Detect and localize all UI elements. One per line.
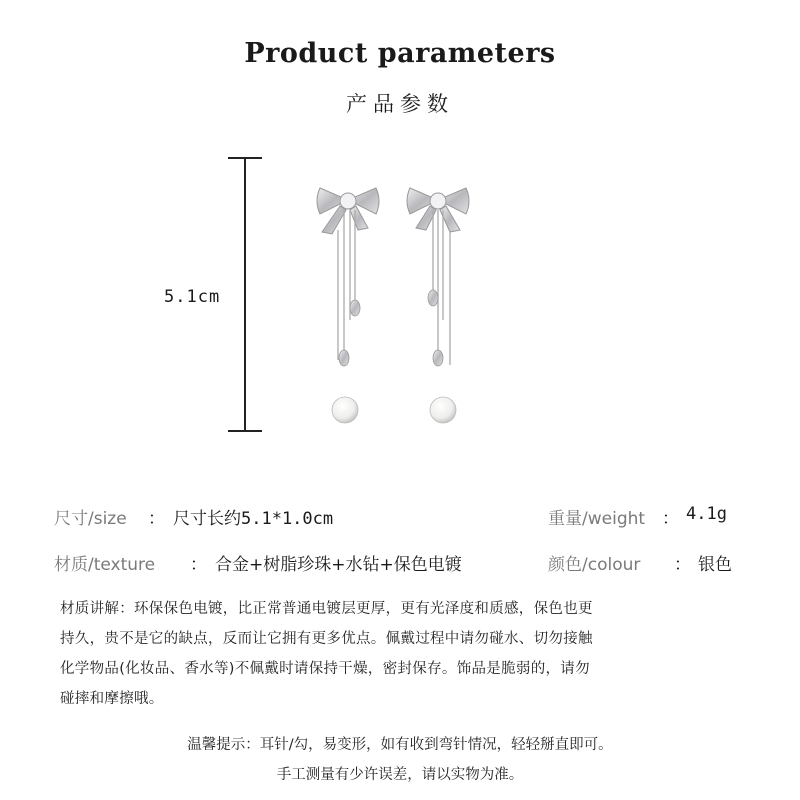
tip-line-1: 温馨提示：耳针/勾，易变形，如有收到弯针情况，轻轻掰直即可。 [187,737,613,753]
page-subtitle: 产品参数 [346,92,454,116]
spec-row-texture-colour [0,550,800,580]
weight-value: 4.1g [686,504,727,524]
texture-label: 材质/texture [54,555,156,575]
size-separator: ： [148,509,165,529]
earring-right [407,188,469,423]
size-label: 尺寸/size [54,509,127,529]
spec-row-size-weight [0,504,800,534]
material-description [60,594,750,714]
dimension-label: 5.1cm [164,287,221,307]
earring-left [317,188,379,423]
description-line: 持久，贵不是它的缺点，反而让它拥有更多优点。佩戴过程中请勿碰水、切勿接触 [60,631,593,647]
colour-label: 颜色/colour [548,555,641,575]
colour-separator: ： [674,555,691,575]
texture-separator: ： [190,555,207,575]
weight-label: 重量/weight [548,509,646,529]
description-line: 材质讲解：环保保色电镀，比正常普通电镀层更厚，更有光泽度和质感，保色也更 [60,601,593,617]
colour-value: 银色 [698,555,732,575]
dimension-cap-bottom [228,430,262,432]
tip-line-2: 手工测量有少许误差，请以实物为准。 [276,767,524,783]
texture-value: 合金+树脂珍珠+水钻+保色电镀 [215,555,462,575]
dimension-cap-top [228,157,262,159]
size-value: 尺寸长约5.1*1.0cm [173,509,334,529]
description-line: 化学物品(化妆品、香水等)不佩戴时请保持干燥，密封保存。饰品是脆弱的，请勿 [60,661,590,677]
weight-separator: ： [662,509,679,529]
page-title: Product parameters [244,38,556,69]
description-line: 碰摔和摩擦哦。 [60,691,164,707]
dimension-line [244,158,246,432]
product-image [300,170,500,440]
